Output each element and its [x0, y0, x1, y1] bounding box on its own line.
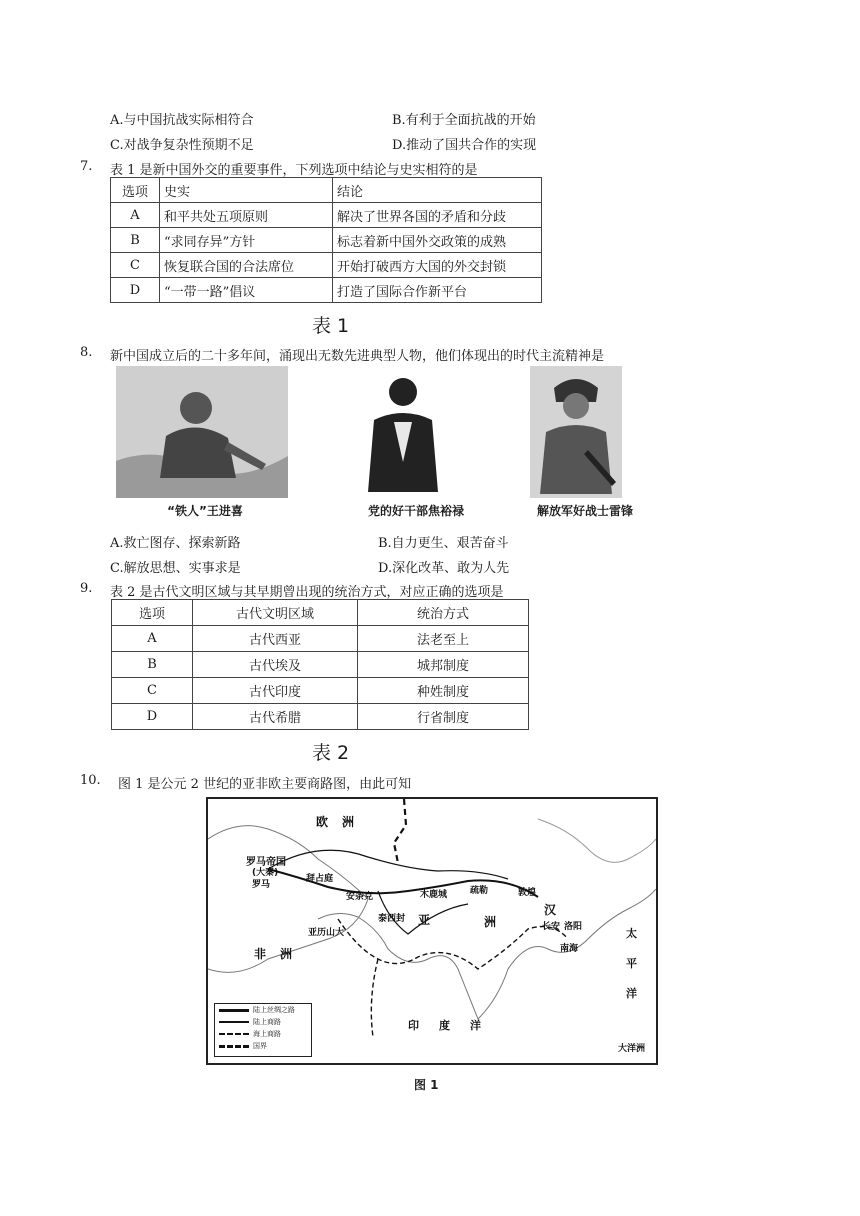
legend-label: 陆上商路 [253, 1018, 281, 1026]
legend-label: 国界 [253, 1042, 267, 1050]
q8-text: 新中国成立后的二十多年间，涌现出无数先进典型人物，他们体现出的时代主流精神是 [110, 349, 605, 364]
map-label-dunhuang: 敦煌 [518, 888, 537, 898]
map-label-changan: 长安 [542, 922, 561, 932]
table-row [111, 228, 542, 253]
table-cell: B [112, 652, 193, 678]
table-header-cell: 选项 [112, 600, 193, 626]
table-1-caption: 表 1 [312, 315, 350, 337]
table-cell: “求同存异”方针 [160, 228, 333, 253]
legend-label: 陆上丝绸之路 [253, 1006, 295, 1014]
table-header-cell: 结论 [333, 178, 542, 203]
table-cell: D [112, 704, 193, 730]
q10-number: 10. [80, 773, 101, 788]
table-header-cell: 古代文明区域 [193, 600, 358, 626]
legend-item [215, 1004, 311, 1016]
map-label-han: 汉 [544, 903, 557, 917]
map-label-asia-cont: 亚 [418, 913, 431, 927]
legend-item [215, 1040, 311, 1052]
legend-label: 海上商路 [253, 1030, 281, 1038]
table-cell: 打造了国际合作新平台 [333, 278, 542, 303]
map-label-africa: 非洲 [254, 947, 307, 961]
table-cell: 古代希腊 [193, 704, 358, 730]
photo-jiao-yulu-image [360, 366, 446, 496]
trade-route-map [206, 797, 658, 1065]
q8-number: 8. [80, 345, 93, 360]
table-cell: 城邦制度 [358, 652, 529, 678]
q6-option-b: B.有利于全面抗战的开始 [392, 113, 536, 128]
table-header-row [111, 178, 542, 203]
table-row [111, 278, 542, 303]
map-label-rome-sub: (大秦) [252, 868, 279, 878]
table-header-cell: 选项 [111, 178, 160, 203]
map-label-alexandria: 亚历山大 [308, 928, 345, 938]
table-2-caption: 表 2 [312, 742, 350, 764]
table-cell: “一带一路”倡议 [160, 278, 333, 303]
q7-number: 7. [80, 159, 93, 174]
table-header-row [112, 600, 529, 626]
map-label-asia: 洲 [484, 915, 497, 929]
q8-option-a: A.救亡图存、探索新路 [110, 536, 241, 551]
legend-item [215, 1016, 311, 1028]
table-cell: 开始打破西方大国的外交封锁 [333, 253, 542, 278]
map-label-constantinople: 拜占庭 [306, 874, 334, 884]
map-label-rome: 罗马帝国 [246, 857, 286, 868]
table-row [111, 203, 542, 228]
map-label-indian-ocean: 印度洋 [408, 1019, 501, 1032]
q6-option-a: A.与中国抗战实际相符合 [110, 113, 254, 128]
map-label-merv: 木鹿城 [420, 890, 448, 900]
photo-wang-jinxi-image [116, 366, 288, 498]
q10-text: 图 1 是公元 2 世纪的亚非欧主要商路图，由此可知 [118, 777, 412, 792]
table-header-cell: 史实 [160, 178, 333, 203]
table-cell: 古代西亚 [193, 626, 358, 652]
table-cell: A [112, 626, 193, 652]
photo-caption-lei-feng: 解放军好战士雷锋 [536, 504, 633, 518]
table-cell: 法老至上 [358, 626, 529, 652]
table-header-cell: 统治方式 [358, 600, 529, 626]
table-cell: 标志着新中国外交政策的成熟 [333, 228, 542, 253]
q6-option-c: C.对战争复杂性预期不足 [110, 138, 254, 153]
table-1 [110, 177, 542, 303]
table-cell: A [111, 203, 160, 228]
table-cell: 行省制度 [358, 704, 529, 730]
table-cell: 恢复联合国的合法席位 [160, 253, 333, 278]
q8-option-c: C.解放思想、实事求是 [110, 561, 241, 576]
map-label-oceania: 大洋洲 [618, 1044, 646, 1054]
table-row [112, 652, 529, 678]
photo-jiao-yulu [360, 366, 446, 496]
q8-option-b: B.自力更生、艰苦奋斗 [378, 536, 509, 551]
map-label-luoyang: 洛阳 [564, 922, 583, 932]
map-label-rome-city: 罗马 [252, 880, 271, 890]
table-cell: 和平共处五项原则 [160, 203, 333, 228]
map-label-nanhai: 南海 [560, 944, 579, 954]
q9-number: 9. [80, 581, 93, 596]
table-cell: C [111, 253, 160, 278]
table-cell: D [111, 278, 160, 303]
legend-item [215, 1028, 311, 1040]
table-row [112, 678, 529, 704]
map-label-ctesiphon: 泰西封 [378, 914, 406, 924]
table-row [112, 626, 529, 652]
table-row [111, 253, 542, 278]
table-cell: 古代埃及 [193, 652, 358, 678]
table-2 [111, 599, 529, 730]
table-cell: B [111, 228, 160, 253]
photo-lei-feng [530, 366, 622, 498]
q9-text: 表 2 是古代文明区域与其早期曾出现的统治方式，对应正确的选项是 [110, 585, 504, 600]
photo-caption-jiao-yulu: 党的好干部焦裕禄 [367, 504, 464, 518]
table-cell: 种姓制度 [358, 678, 529, 704]
map-label-europe: 欧洲 [316, 815, 369, 829]
q7-text: 表 1 是新中国外交的重要事件，下列选项中结论与史实相符的是 [110, 163, 478, 178]
table-cell: 古代印度 [193, 678, 358, 704]
photo-wang-jinxi [116, 366, 288, 498]
photo-lei-feng-image [530, 366, 622, 498]
q8-option-d: D.深化改革、敢为人先 [378, 561, 510, 576]
table-cell: C [112, 678, 193, 704]
map-legend [214, 1003, 312, 1057]
map-label-antioch: 安条克 [346, 892, 374, 902]
table-row [112, 704, 529, 730]
q6-option-d: D.推动了国共合作的实现 [392, 138, 537, 153]
map-label-kashgar: 疏勒 [470, 886, 489, 896]
map-caption: 图 1 [414, 1078, 439, 1092]
table-cell: 解决了世界各国的矛盾和分歧 [333, 203, 542, 228]
photo-caption-wang-jinxi: “铁人”王进喜 [167, 504, 243, 518]
map-label-pacific: 太平洋 [626, 927, 637, 1000]
